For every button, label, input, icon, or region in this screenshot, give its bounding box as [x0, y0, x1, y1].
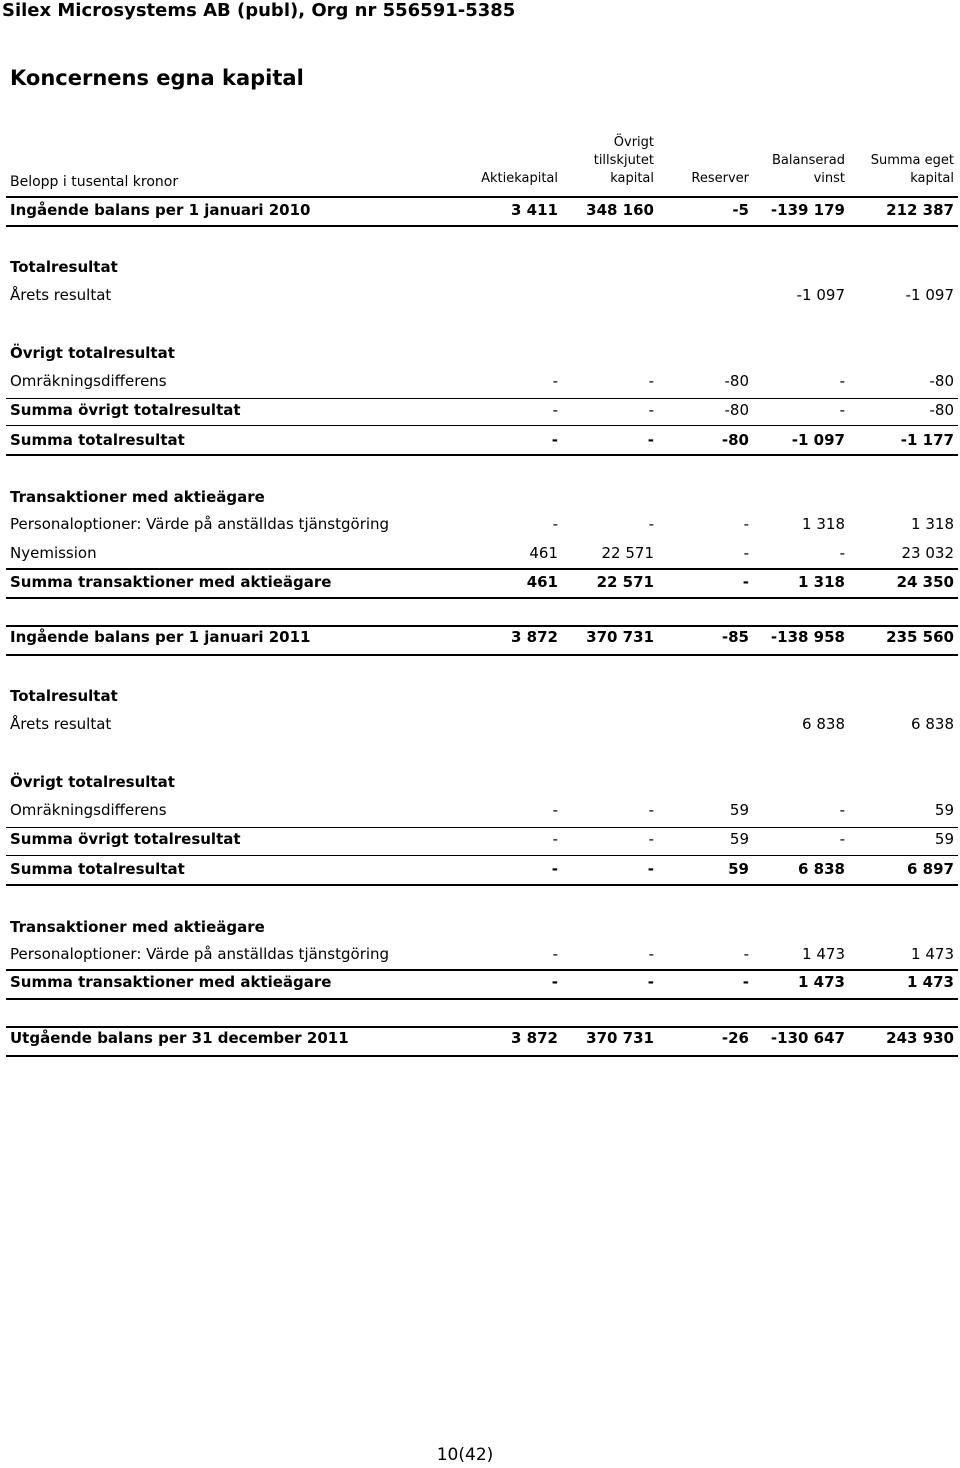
header-col-ovrigt-tillskjutet-kapital — [594, 134, 654, 188]
cell-balanserad-vinst: - — [839, 801, 845, 819]
header-col-5-line-1: Summa eget — [870, 153, 954, 168]
row-label: Transaktioner med aktieägare — [10, 918, 265, 936]
cell-aktiekapital: - — [551, 431, 558, 449]
row-summa-ovrigt-totalresultat-2011 — [8, 828, 958, 850]
header-col-3-line-1: Reserver — [691, 171, 749, 186]
header-col-2-line-1: Övrigt — [613, 135, 654, 150]
cell-ovrigt-tillskjutet-kapital: - — [647, 431, 654, 449]
rule-line — [6, 454, 958, 456]
cell-summa-eget-kapital: -1 177 — [900, 431, 954, 449]
cell-summa-eget-kapital: 1 473 — [911, 945, 954, 963]
cell-aktiekapital: - — [552, 830, 558, 848]
cell-summa-eget-kapital: -80 — [929, 401, 954, 419]
row-personaloptioner-2011 — [8, 943, 958, 965]
header-col-summa-eget-kapital — [871, 152, 954, 188]
cell-aktiekapital: - — [552, 401, 558, 419]
row-summa-transaktioner-2011 — [8, 971, 958, 993]
header-col-5-line-2: kapital — [910, 171, 954, 186]
row-label: Totalresultat — [10, 687, 118, 705]
row-label: Personaloptioner: Värde på anställdas tjänstgöring — [10, 945, 390, 963]
cell-ovrigt-tillskjutet-kapital: - — [648, 801, 654, 819]
cell-summa-eget-kapital: 59 — [934, 801, 954, 819]
rule-line — [6, 597, 958, 599]
cell-reserver: - — [743, 515, 749, 533]
cell-ovrigt-tillskjutet-kapital: 22 571 — [596, 573, 654, 591]
cell-balanserad-vinst: 1 318 — [802, 515, 845, 533]
row-personaloptioner-2010 — [8, 513, 958, 535]
cell-ovrigt-tillskjutet-kapital: - — [648, 372, 654, 390]
cell-summa-eget-kapital: -1 097 — [905, 286, 954, 304]
row-label: Summa totalresultat — [10, 860, 185, 878]
cell-balanserad-vinst: -138 958 — [770, 628, 845, 646]
rule-line — [6, 998, 958, 1000]
row-summa-totalresultat-2010 — [8, 429, 958, 451]
cell-summa-eget-kapital: 23 032 — [901, 544, 954, 562]
cell-ovrigt-tillskjutet-kapital: 370 731 — [586, 628, 654, 646]
cell-reserver: -80 — [724, 372, 749, 390]
cell-summa-eget-kapital: -80 — [929, 372, 954, 390]
row-label: Transaktioner med aktieägare — [10, 488, 265, 506]
cell-aktiekapital: 3 872 — [511, 628, 558, 646]
cell-summa-eget-kapital: 235 560 — [886, 628, 954, 646]
header-col-aktiekapital — [481, 170, 558, 188]
row-label: Summa övrigt totalresultat — [10, 830, 241, 848]
row-section-heading — [8, 685, 958, 707]
cell-ovrigt-tillskjutet-kapital: 370 731 — [586, 1029, 654, 1047]
cell-aktiekapital: 461 — [526, 573, 558, 591]
cell-reserver: - — [742, 973, 749, 991]
cell-ovrigt-tillskjutet-kapital: 22 571 — [601, 544, 654, 562]
cell-summa-eget-kapital: 6 838 — [911, 715, 954, 733]
row-label: Omräkningsdifferens — [10, 372, 167, 390]
cell-reserver: - — [742, 573, 749, 591]
row-arets-resultat-2010 — [8, 284, 958, 306]
rule-line — [6, 425, 958, 426]
cell-ovrigt-tillskjutet-kapital: 348 160 — [586, 201, 654, 219]
row-label: Ingående balans per 1 januari 2010 — [10, 201, 311, 219]
page-title: Koncernens egna kapital — [10, 66, 304, 90]
row-section-heading — [8, 486, 958, 508]
row-label: Omräkningsdifferens — [10, 801, 167, 819]
cell-balanserad-vinst: 1 473 — [802, 945, 845, 963]
rule-line — [6, 1055, 958, 1057]
cell-aktiekapital: - — [552, 372, 558, 390]
cell-balanserad-vinst: 1 318 — [798, 573, 845, 591]
cell-balanserad-vinst: - — [839, 544, 845, 562]
cell-reserver: -80 — [721, 431, 749, 449]
cell-summa-eget-kapital: 1 473 — [907, 973, 954, 991]
row-omrakningsdifferens-2011 — [8, 799, 958, 821]
header-col-4-line-1: Balanserad — [771, 153, 845, 168]
page-number: 10(42) — [436, 1445, 494, 1465]
cell-reserver: 59 — [729, 801, 749, 819]
header-col-aktiekapital-line: Aktiekapital — [481, 171, 558, 186]
row-summa-transaktioner-2010 — [8, 571, 958, 593]
row-summa-ovrigt-totalresultat-2010 — [8, 399, 958, 421]
cell-ovrigt-tillskjutet-kapital: - — [648, 945, 654, 963]
cell-aktiekapital: - — [551, 973, 558, 991]
header-col-balanserad-vinst — [772, 152, 845, 188]
rule-line — [6, 884, 958, 886]
cell-reserver: -80 — [724, 401, 749, 419]
cell-aktiekapital: - — [552, 515, 558, 533]
cell-balanserad-vinst: -139 179 — [770, 201, 845, 219]
row-label: Årets resultat — [10, 286, 112, 304]
cell-reserver: -85 — [721, 628, 749, 646]
cell-aktiekapital: 3 872 — [511, 1029, 558, 1047]
row-section-heading — [8, 342, 958, 364]
rule-line — [6, 654, 958, 656]
cell-aktiekapital: - — [551, 860, 558, 878]
cell-reserver: 59 — [728, 860, 749, 878]
cell-ovrigt-tillskjutet-kapital: - — [647, 973, 654, 991]
row-label: Summa transaktioner med aktieägare — [10, 573, 332, 591]
cell-balanserad-vinst: - — [839, 372, 845, 390]
cell-ovrigt-tillskjutet-kapital: - — [648, 401, 654, 419]
header-col-2-line-3: kapital — [610, 171, 654, 186]
row-omrakningsdifferens-2010 — [8, 370, 958, 392]
header-col-4-line-2: vinst — [813, 171, 845, 186]
cell-summa-eget-kapital: 243 930 — [886, 1029, 954, 1047]
rule-line — [6, 855, 958, 856]
rule-line — [6, 196, 958, 198]
header-unit-label: Belopp i tusental kronor — [10, 174, 179, 190]
cell-aktiekapital: 3 411 — [511, 201, 558, 219]
row-label: Summa totalresultat — [10, 431, 185, 449]
cell-balanserad-vinst: 1 473 — [798, 973, 845, 991]
row-label: Summa transaktioner med aktieägare — [10, 973, 332, 991]
company-name: Silex Microsystems AB (publ), Org nr 556591-5385 — [2, 0, 516, 21]
row-section-heading — [8, 256, 958, 278]
row-label: Personaloptioner: Värde på anställdas tjänstgöring — [10, 515, 390, 533]
cell-ovrigt-tillskjutet-kapital: - — [647, 860, 654, 878]
cell-aktiekapital: 461 — [529, 544, 558, 562]
cell-reserver: -5 — [732, 201, 749, 219]
cell-reserver: - — [743, 544, 749, 562]
row-section-heading — [8, 771, 958, 793]
cell-aktiekapital: - — [552, 801, 558, 819]
cell-reserver: - — [743, 945, 749, 963]
row-label: Övrigt totalresultat — [10, 773, 175, 791]
cell-reserver: -26 — [721, 1029, 749, 1047]
row-opening-balance-2010 — [8, 199, 958, 221]
cell-summa-eget-kapital: 6 897 — [907, 860, 954, 878]
cell-summa-eget-kapital: 59 — [934, 830, 954, 848]
row-arets-resultat-2011 — [8, 713, 958, 735]
cell-summa-eget-kapital: 1 318 — [911, 515, 954, 533]
cell-summa-eget-kapital: 212 387 — [886, 201, 954, 219]
header-col-2-line-2: tillskjutet — [593, 153, 654, 168]
header-col-reserver — [691, 170, 749, 188]
cell-balanserad-vinst: - — [839, 401, 845, 419]
row-label: Ingående balans per 1 januari 2011 — [10, 628, 311, 646]
cell-reserver: 59 — [729, 830, 749, 848]
row-summa-totalresultat-2011 — [8, 858, 958, 880]
cell-balanserad-vinst: -1 097 — [791, 431, 845, 449]
row-closing-balance-2011 — [8, 1027, 958, 1049]
cell-balanserad-vinst: -130 647 — [770, 1029, 845, 1047]
rule-line — [6, 568, 958, 570]
cell-ovrigt-tillskjutet-kapital: - — [648, 830, 654, 848]
cell-balanserad-vinst: 6 838 — [802, 715, 845, 733]
row-label: Årets resultat — [10, 715, 112, 733]
row-label: Nyemission — [10, 544, 97, 562]
cell-aktiekapital: - — [552, 945, 558, 963]
cell-balanserad-vinst: 6 838 — [798, 860, 845, 878]
cell-balanserad-vinst: -1 097 — [796, 286, 845, 304]
rule-line — [6, 225, 958, 227]
cell-summa-eget-kapital: 24 350 — [896, 573, 954, 591]
row-label: Summa övrigt totalresultat — [10, 401, 241, 419]
row-nyemission — [8, 542, 958, 564]
cell-balanserad-vinst: - — [839, 830, 845, 848]
row-label: Totalresultat — [10, 258, 118, 276]
row-label: Utgående balans per 31 december 2011 — [10, 1029, 349, 1047]
row-section-heading — [8, 916, 958, 938]
row-opening-balance-2011 — [8, 626, 958, 648]
cell-ovrigt-tillskjutet-kapital: - — [648, 515, 654, 533]
row-label: Övrigt totalresultat — [10, 344, 175, 362]
